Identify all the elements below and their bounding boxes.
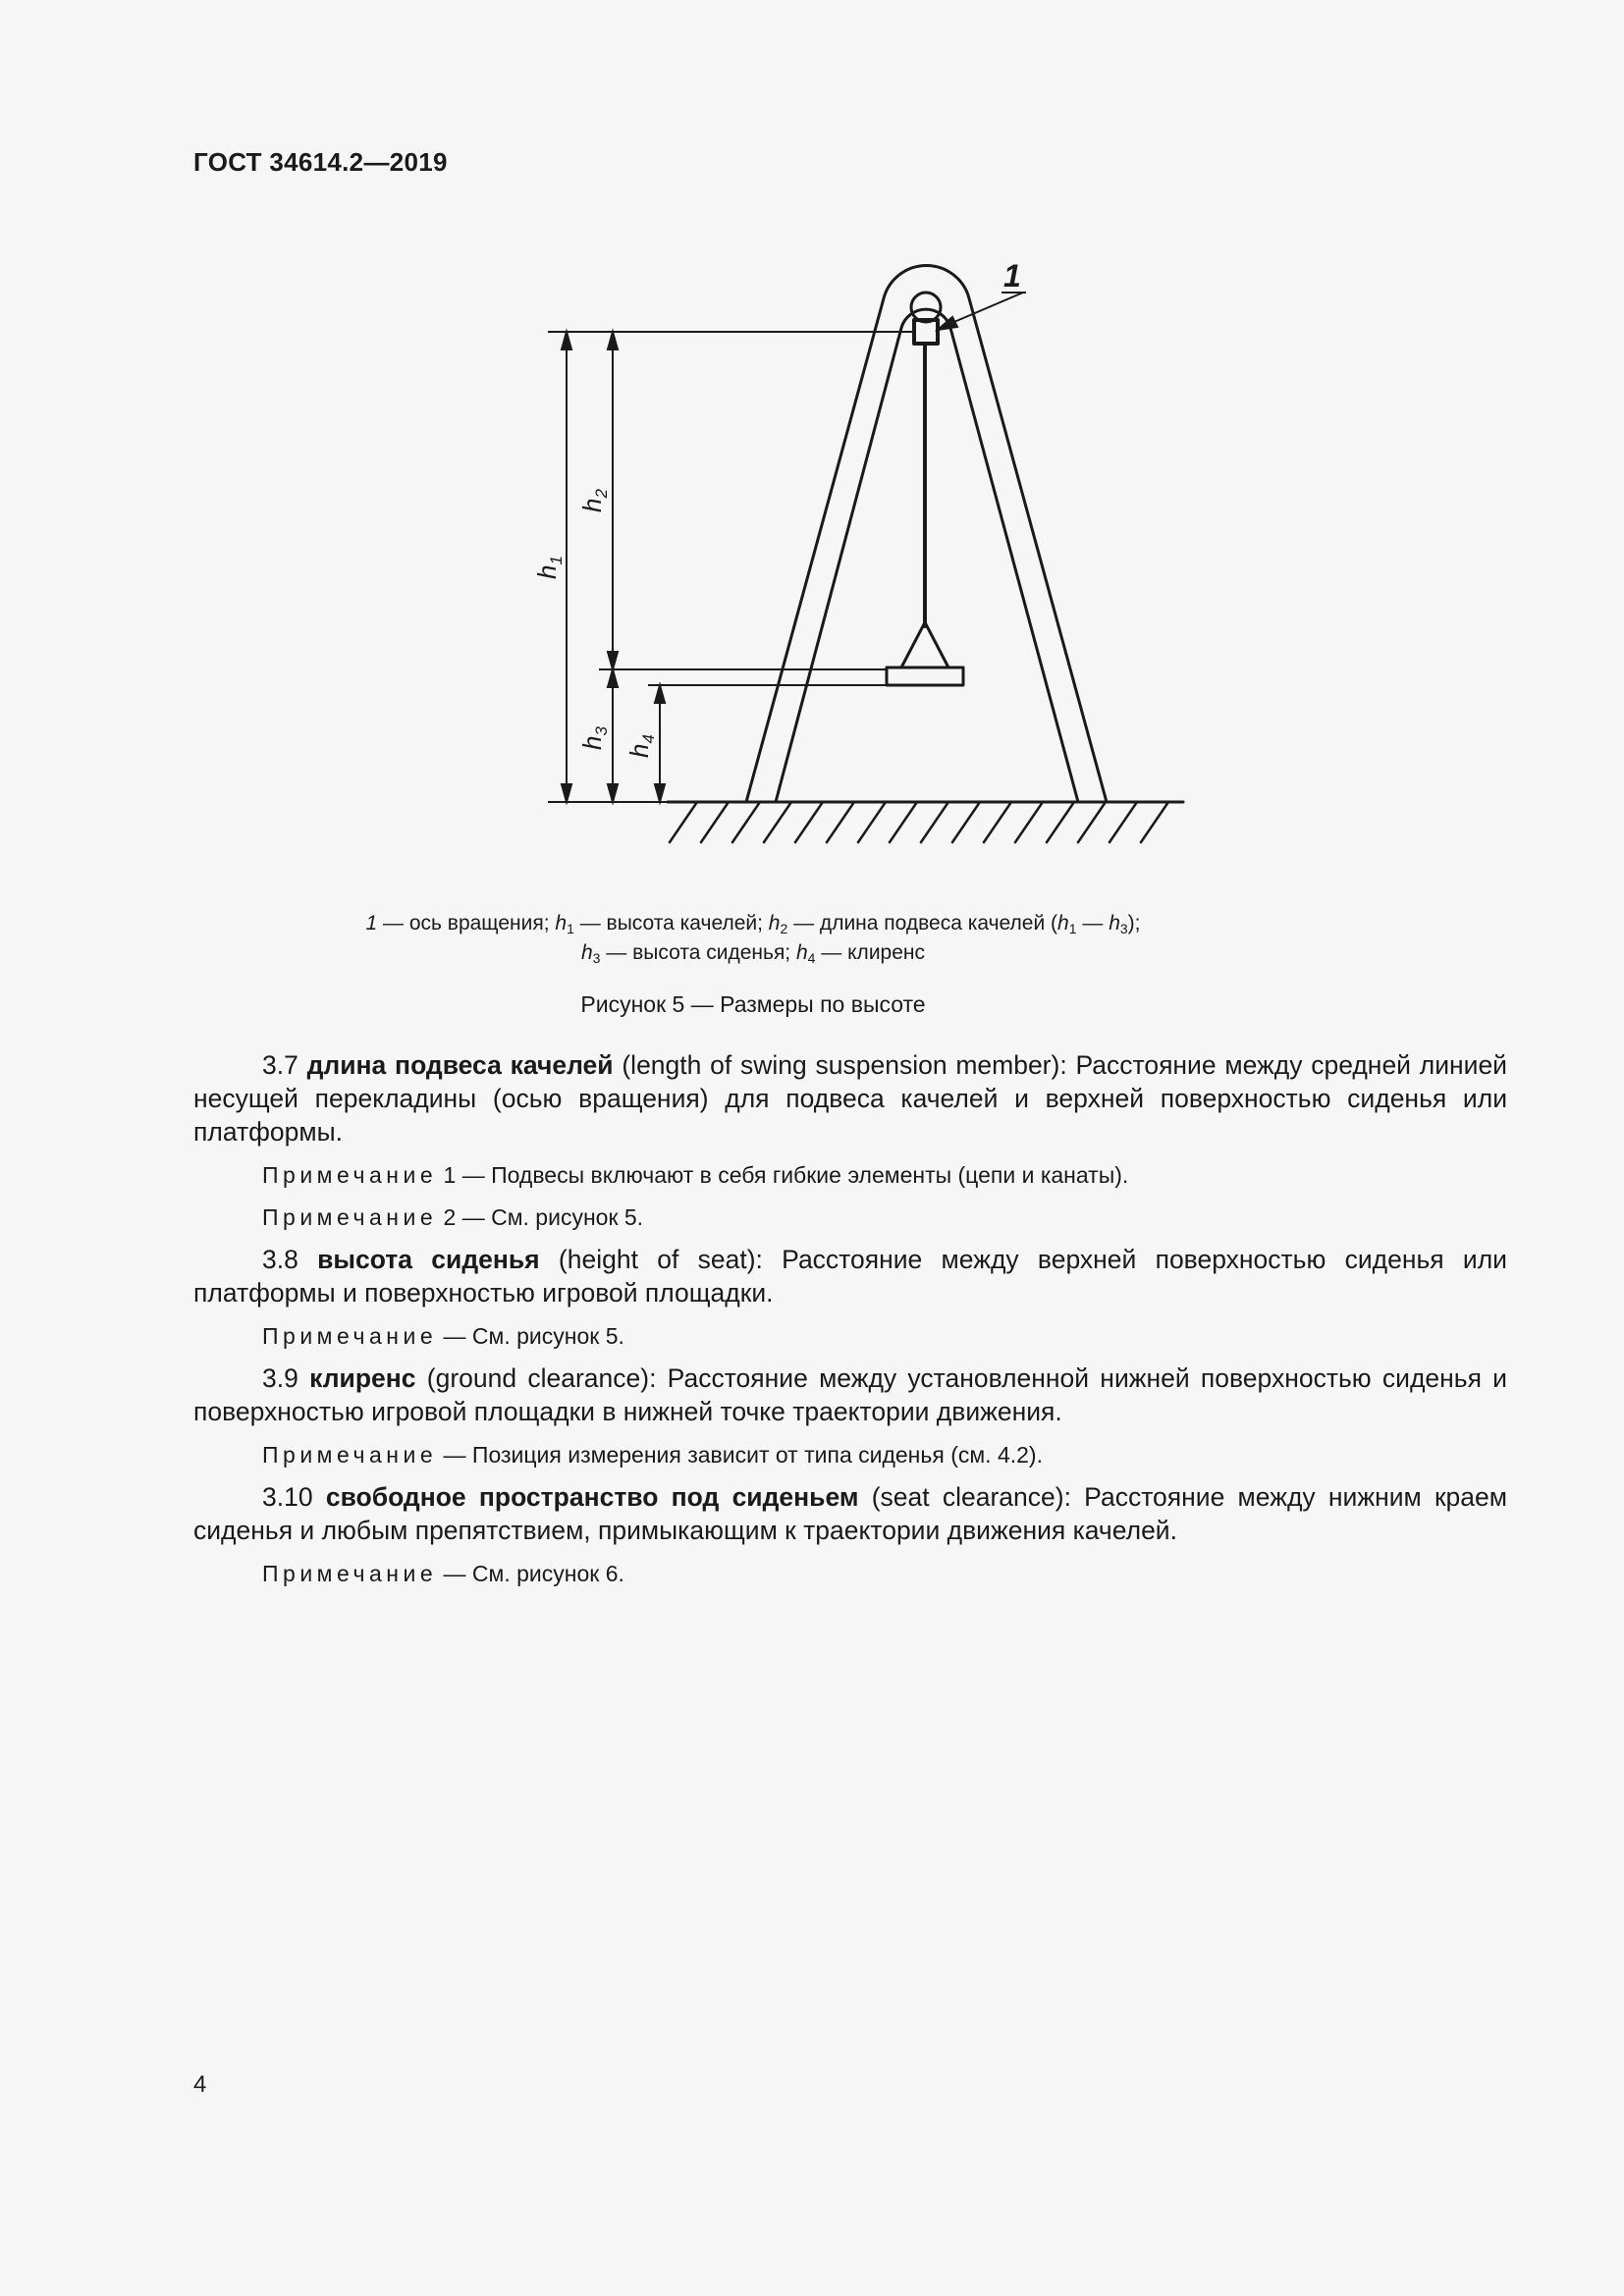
definition-3-9: 3.9 клиренс (ground clearance): Расстояние между установленной нижней поверхностью сиденья и поверхностью игровой площадки в нижней точке траектории движения. <box>193 1363 1507 1426</box>
label-h3: $h_3$ <box>577 726 611 750</box>
seat-hanger <box>901 622 948 667</box>
label-h1: $h_1$ <box>532 556 566 579</box>
pivot-circle <box>911 293 941 322</box>
swing-height-diagram <box>0 0 1624 982</box>
label-callout-1: 1 <box>1003 258 1021 294</box>
label-h4: $h_4$ <box>624 734 658 758</box>
legend-line-1: 1 — ось вращения; $h_1$ — высота качелей; $h_2$ — длина подвеса качелей ($h_1$ — $h_3$); <box>365 912 1141 936</box>
document-header: ГОСТ 34614.2—2019 <box>193 147 448 177</box>
definition-3-10: 3.10 свободное пространство под сиденьем (seat clearance): Расстояние между нижним краем сиденья и любым препятствием, примыкающим к траектории движения качелей. <box>193 1482 1507 1545</box>
figure-legend <box>193 909 1313 968</box>
definitions-body <box>193 1048 1507 1599</box>
note-3-10: Примечание — См. рисунок 6. <box>262 1561 624 1586</box>
ground-hatching <box>670 802 1168 842</box>
page-number: 4 <box>193 2071 207 2098</box>
note-3-9: Примечание — Позиция измерения зависит от типа сиденья (см. 4.2). <box>262 1442 1043 1468</box>
definition-3-8: 3.8 высота сиденья (height of seat): Расстояние между верхней поверхностью сиденья или платформы и поверхностью игровой площадки. <box>193 1245 1507 1308</box>
definition-3-7: 3.7 длина подвеса качелей (length of swing suspension member): Расстояние между средней линией несущей перекладины (осью вращения) для подвеса качелей и верхней поверхностью сиденья или платформы. <box>193 1050 1507 1147</box>
pivot-block <box>914 320 938 344</box>
note-3-7-1: Примечание 1 — Подвесы включают в себя гибкие элементы (цепи и канаты). <box>262 1162 1129 1188</box>
label-h2: $h_2$ <box>577 489 611 512</box>
figure-caption: Рисунок 5 — Размеры по высоте <box>580 991 926 1017</box>
note-3-7-2: Примечание 2 — См. рисунок 5. <box>262 1204 644 1230</box>
legend-line-2: $h_3$ — высота сиденья; $h_4$ — клиренс <box>580 941 926 966</box>
note-3-8: Примечание — См. рисунок 5. <box>262 1323 624 1349</box>
seat <box>887 667 963 685</box>
